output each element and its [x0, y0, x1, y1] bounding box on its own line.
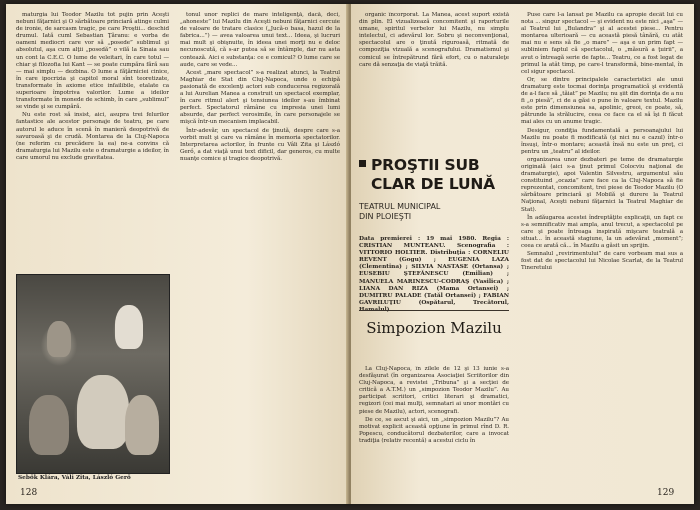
left-col1-paragraph-2: Nu este rost să insist, aici, asupra trei felurilor fantastice ale acestor personaje de teatru, pe care autorul le aduce în scenă în manieră deopotrivă de savuroasă şi de crudă. Montarea de la Cluj-Napoca (ne referim cu precădere la ea) ne-a convins că dramaturgia lui Mazilu este o dramaturgie a ideilor, în care umorul nu exclude gravitatea. [16, 112, 169, 161]
subtitle-line-1: TEATRUL MUNICIPAL [359, 202, 441, 211]
right-col1-paragraph-2: La Cluj-Napoca, în zilele de 12 şi 13 iunie s-a desfăşurat (în organizarea Asociaţiei Scriitorilor din Cluj-Napoca, a revistei „Tribuna” şi a secţiei de critică a A.T.M.) un „simpozion Teodor Mazilu”. Au participat scriitori, critici literari şi dramatici, regizori (cei mai mulţi, semnatari ai unor montări cu piese de Mazilu), actori, scenografi. [359, 366, 509, 415]
theatre-subtitle [359, 202, 440, 222]
theatre-photo [16, 274, 170, 474]
photo-caption: Sebők Klára, Váli Zita, László Gerő [18, 475, 131, 481]
left-col1 [16, 12, 169, 270]
book-spread [6, 4, 694, 504]
right-col2-paragraph-6: Semnalul „revirimentului” de care vorbeam mai sus a fost dat de spectacolul lui Nicolae Scarlat, de la Teatrul Tineretului [521, 251, 683, 272]
right-col2 [521, 12, 683, 482]
left-col2 [180, 12, 340, 474]
left-col2-paragraph: tonul unor replici de mare inteligenţă, dacă, deci, „ahoneste” lui Mazilu din Aceşti nebuni făţarnici cercuie de valoare de tratare clasice („Jucă-o basa, hazul de la fabrica...”) — avea valoarea unui text... Ideea, şi lucruri mai mult şi obişnuite, în ideea unei morţi nu e deloc necunoscută, că s-ar putea să se întâmple, dar nu asta contează. Aici e substanţa: ce e comicul? O lume care se aude, care se vede... [180, 12, 340, 68]
right-col1-bottom [359, 366, 509, 484]
right-page [351, 4, 694, 504]
right-col2-paragraph-5: În adăugarea acestei îndreptăţite explicaţii, un fapt ce s-a semnificativ mai ampla, anul trecut, a spectacolul pe care şi poate întreaga inspirată mişcare teatrală a situat... în această stagiune, la un adevărat „moment”; ceea ce arată că... în Mazilu a găsit un sprijin. [521, 214, 683, 249]
right-col2-paragraph-3: Desigur, condiţia fundamentală a persoanajului lui Mazilu nu poate fi modificată (şi nici nu e cazul) într-o însuşi, într-o montare; această însă nu este un preţ, ci pentru un „teatru” al ideilor. [521, 127, 683, 155]
left-page [6, 4, 349, 504]
right-col1-paragraph: organic încorporat. La Manea, acest suport există din plin. El vizualizează concomitent şi raporturile umane, spiritul verbelor lui Mazilu, nu simplu intelectul, ci adevărul lor. Sobru şi neconvenţional, spectacolul are o ţinută riguroasă, ritmată de compoziţia vizuală a scenografului. Dramatismul şi comicul se întrepătrund fără efort, cu o naturaleţe care dă senzaţia de viaţă trăită. [359, 12, 509, 68]
subtitle-line-2: DIN PLOIEŞTI [359, 212, 412, 221]
right-col2-paragraph-4: organizarea unor dezbateri pe teme de dramaturgie originală (aici s-a ţinut primul Colocviu naţional de dramaturgie), apoi Valentin Silvestru, argumentul său constituind „ocazia” care face ca la Cluj-Napoca să fie reprezentat, concomitent, trei piese de Teodor Mazilu (O sărbătoare princiară şi Mobilă şi durere la Teatrul Naţional, Aceşti nebuni făţarnici la Teatrul Maghiar de Stat). [521, 156, 683, 213]
right-col1-paragraph-3: De ce, se ascut şi aici, un „simpozion Mazilu”? Au motivat explicit această opţiune în primul rînd D. R. Popescu, conducătorul dezbaterilor, care a invocat tradiţia (relativ recentă) a acestui ciclu în [359, 416, 509, 444]
left-col1-paragraph: maturgia lui Teodor Mazilu tot pujin prin Aceşti nebuni făţarnici şi O sărbătoare princiară atinge culmi de ironie, de sarcasm tragic, pe care Proştii... deschid drumul. Iată cuml Sebastian Ţăranu: e vorba de oameni mediocri care vor să „posede” sublimul şi absolutul, aşa cum alţii „posedă” o vilă la Sinaia sau un cont la C.E.C. O lume de veleitari, în care totul — chiar şi filozofia lui Kant — se poate cumpăra fără sau — mai simplu — dezbina. O lume a făţărniciei cinice, în care ipocrizia şi capitol moral sînt teoretizate, transformate în axiome etice infailibile, etalate ca superioare împotriva valorilor. Lume a ideilor transformate în monede de schimb, în care „sublimul” se vinde şi se cumpără. [16, 12, 169, 111]
bullet-square-icon [359, 160, 366, 167]
production-credits: Data premierei : 19 mai 1980. Regia : CRISTIAN MUNTEANU. Scenografia : VITTORIO HOLTIER. Distribuţia : CORNELIU REVENT (Gogu) ; EUGENIA LAZA (Clementina) ; SILVIA NASTASE (Ortansa) ; EUSEBIU ŞTEFĂNESCU (Emilian) ; MANUELA MARINESCU-CODRAŞ (Vasilica) ; LIANA DAN RIZA (Mama Ortansei) ; DUMITRU PALADE (Tatăl Ortansei) ; FABIAN GAVRILUŢIU (Ospătarul, Trecătorul, [359, 236, 509, 306]
left-col2-paragraph-2: Acest „mare spectacol” s-a realizat atunci, la Teatrul Maghiar de Stat din Cluj-Napoca, unde o echipă pasionată de excelenţi actori sub conducerea regizorală a lui Aurelian Manea a construit un spectacol exemplar, în care ritmul alert şi tensiunea ideilor s-au îmbinat perfect. Spectatorul rămâne cu impresia unei lumi absurde, dar perfect verosimile, în care personajele se mişcă într-un mecanism implacabil. [180, 69, 340, 126]
section-title: Simpozion Mazilu [366, 319, 502, 337]
page-number-left: 128 [20, 488, 38, 498]
section-divider [359, 310, 509, 311]
right-col2-paragraph-2: Or, se dintre principalele caracteristici ale unui dramaturg este tocmai dorinţa programatică şi evidentă de a-l face să „tăiat” pe Mazilu; nu şiit din dorinţa de a nu fi „o piesă”, ci de a găsi o pune în valoare textul. Mazilu este prin dimensiunea sa, apolinic, greoi, ce poate, să, pătrunde la strălucire, ceea ce face ca el să îşi fi făcut mai ales cu un anume tragic. [521, 76, 683, 126]
review-title: PROŞTII SUB CLAR DE LUNĂ [371, 156, 495, 193]
right-col2-paragraph: Puse care l-a lansat pe Mazilu ca apropie decât lui cu nota ... singur spectacol — şi evident nu este nici „aşa” — al Teatrul lui „Bulandra” şi al acestei piese... Pentru montarea ulterioară — cu această piesă tânără, cu atât mai nu e sens să fie „o mare” — aşa e un prim fapt — subliniem faptul că spectacolul, o „măsură a ţuirii”, a avut o întreagă serie de fapte... Teatru, ce a fost legat de primul la atât timp, pe care-l transformă, bine-mental, în cel sigur spectacol. [521, 12, 683, 75]
left-col2-paragraph-3: Într-adevăr, un spectacol de ţinută, despre care s-a vorbit mult şi care va rămâne în memoria spectatorilor. Interpretarea actorilor, în frunte cu Vâli Zita şi László Gerő, a dat viaţă unui text dificil, dar generos, cu multe nuanţe comice şi tragice deopotrivă. [180, 127, 340, 162]
page-number-right: 129 [657, 488, 675, 498]
right-col1-top [359, 12, 509, 150]
